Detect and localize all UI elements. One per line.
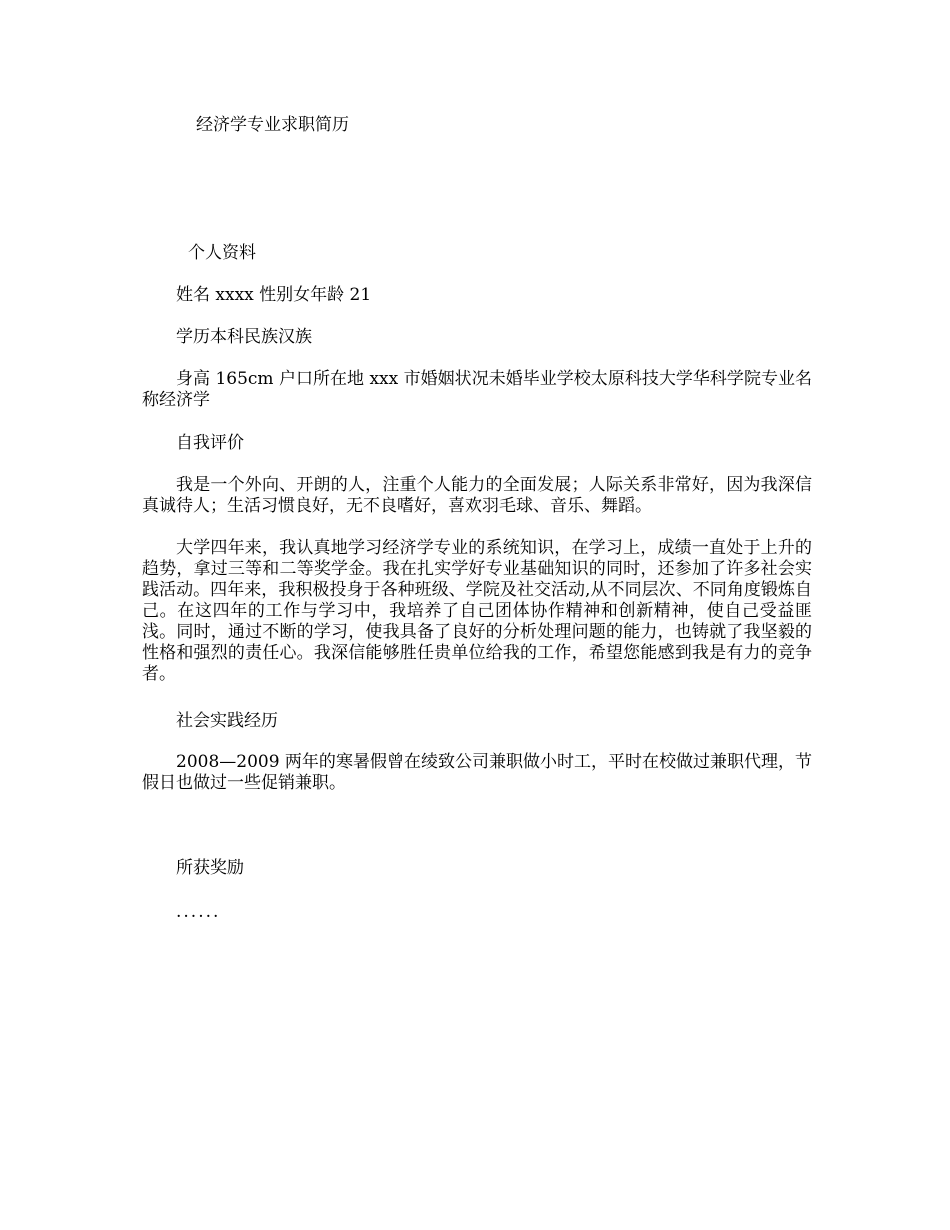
- personal-info-line-2: 学历本科民族汉族: [176, 327, 312, 347]
- awards-ellipsis: ......: [176, 902, 221, 922]
- social-practice-heading: 社会实践经历: [176, 711, 278, 731]
- self-evaluation-heading: 自我评价: [176, 433, 244, 453]
- personal-info-heading: 个人资料: [188, 243, 256, 263]
- document-title: 经济学专业求职简历: [196, 115, 349, 135]
- self-evaluation-paragraph-2: 大学四年来，我认真地学习经济学专业的系统知识，在学习上，成绩一直处于上升的趋势，拿过三等和二等奖学金。我在扎实学好专业基础知识的同时，还参加了许多社会实践活动。四年来，我积极投身于各种班级、学院及社交活动,从不同层次、不同角度锻炼自己。在这四年的工作与学习中，我培养了自己团体协作精神和创新精神，使自己受益匪浅。同时，通过不断的学习，使我具备了良好的分析处理问题的能力，也铸就了我坚毅的性格和强烈的责任心。我深信能够胜任贵单位给我的工作，希望您能感到我是有力的竞争者。: [142, 538, 812, 684]
- self-evaluation-paragraph-1: 我是一个外向、开朗的人，注重个人能力的全面发展；人际关系非常好，因为我深信真诚待人；生活习惯良好，无不良嗜好，喜欢羽毛球、音乐、舞蹈。: [142, 475, 812, 516]
- awards-heading: 所获奖励: [176, 858, 244, 878]
- personal-info-line-3: 身高 165cm 户口所在地 xxx 市婚姻状况未婚毕业学校太原科技大学华科学院专业名称经济学: [142, 369, 812, 410]
- social-practice-paragraph: 2008—2009 两年的寒暑假曾在绫致公司兼职做小时工，平时在校做过兼职代理，节假日也做过一些促销兼职。: [142, 752, 812, 793]
- personal-info-line-1: 姓名 xxxx 性别女年龄 21: [176, 285, 372, 305]
